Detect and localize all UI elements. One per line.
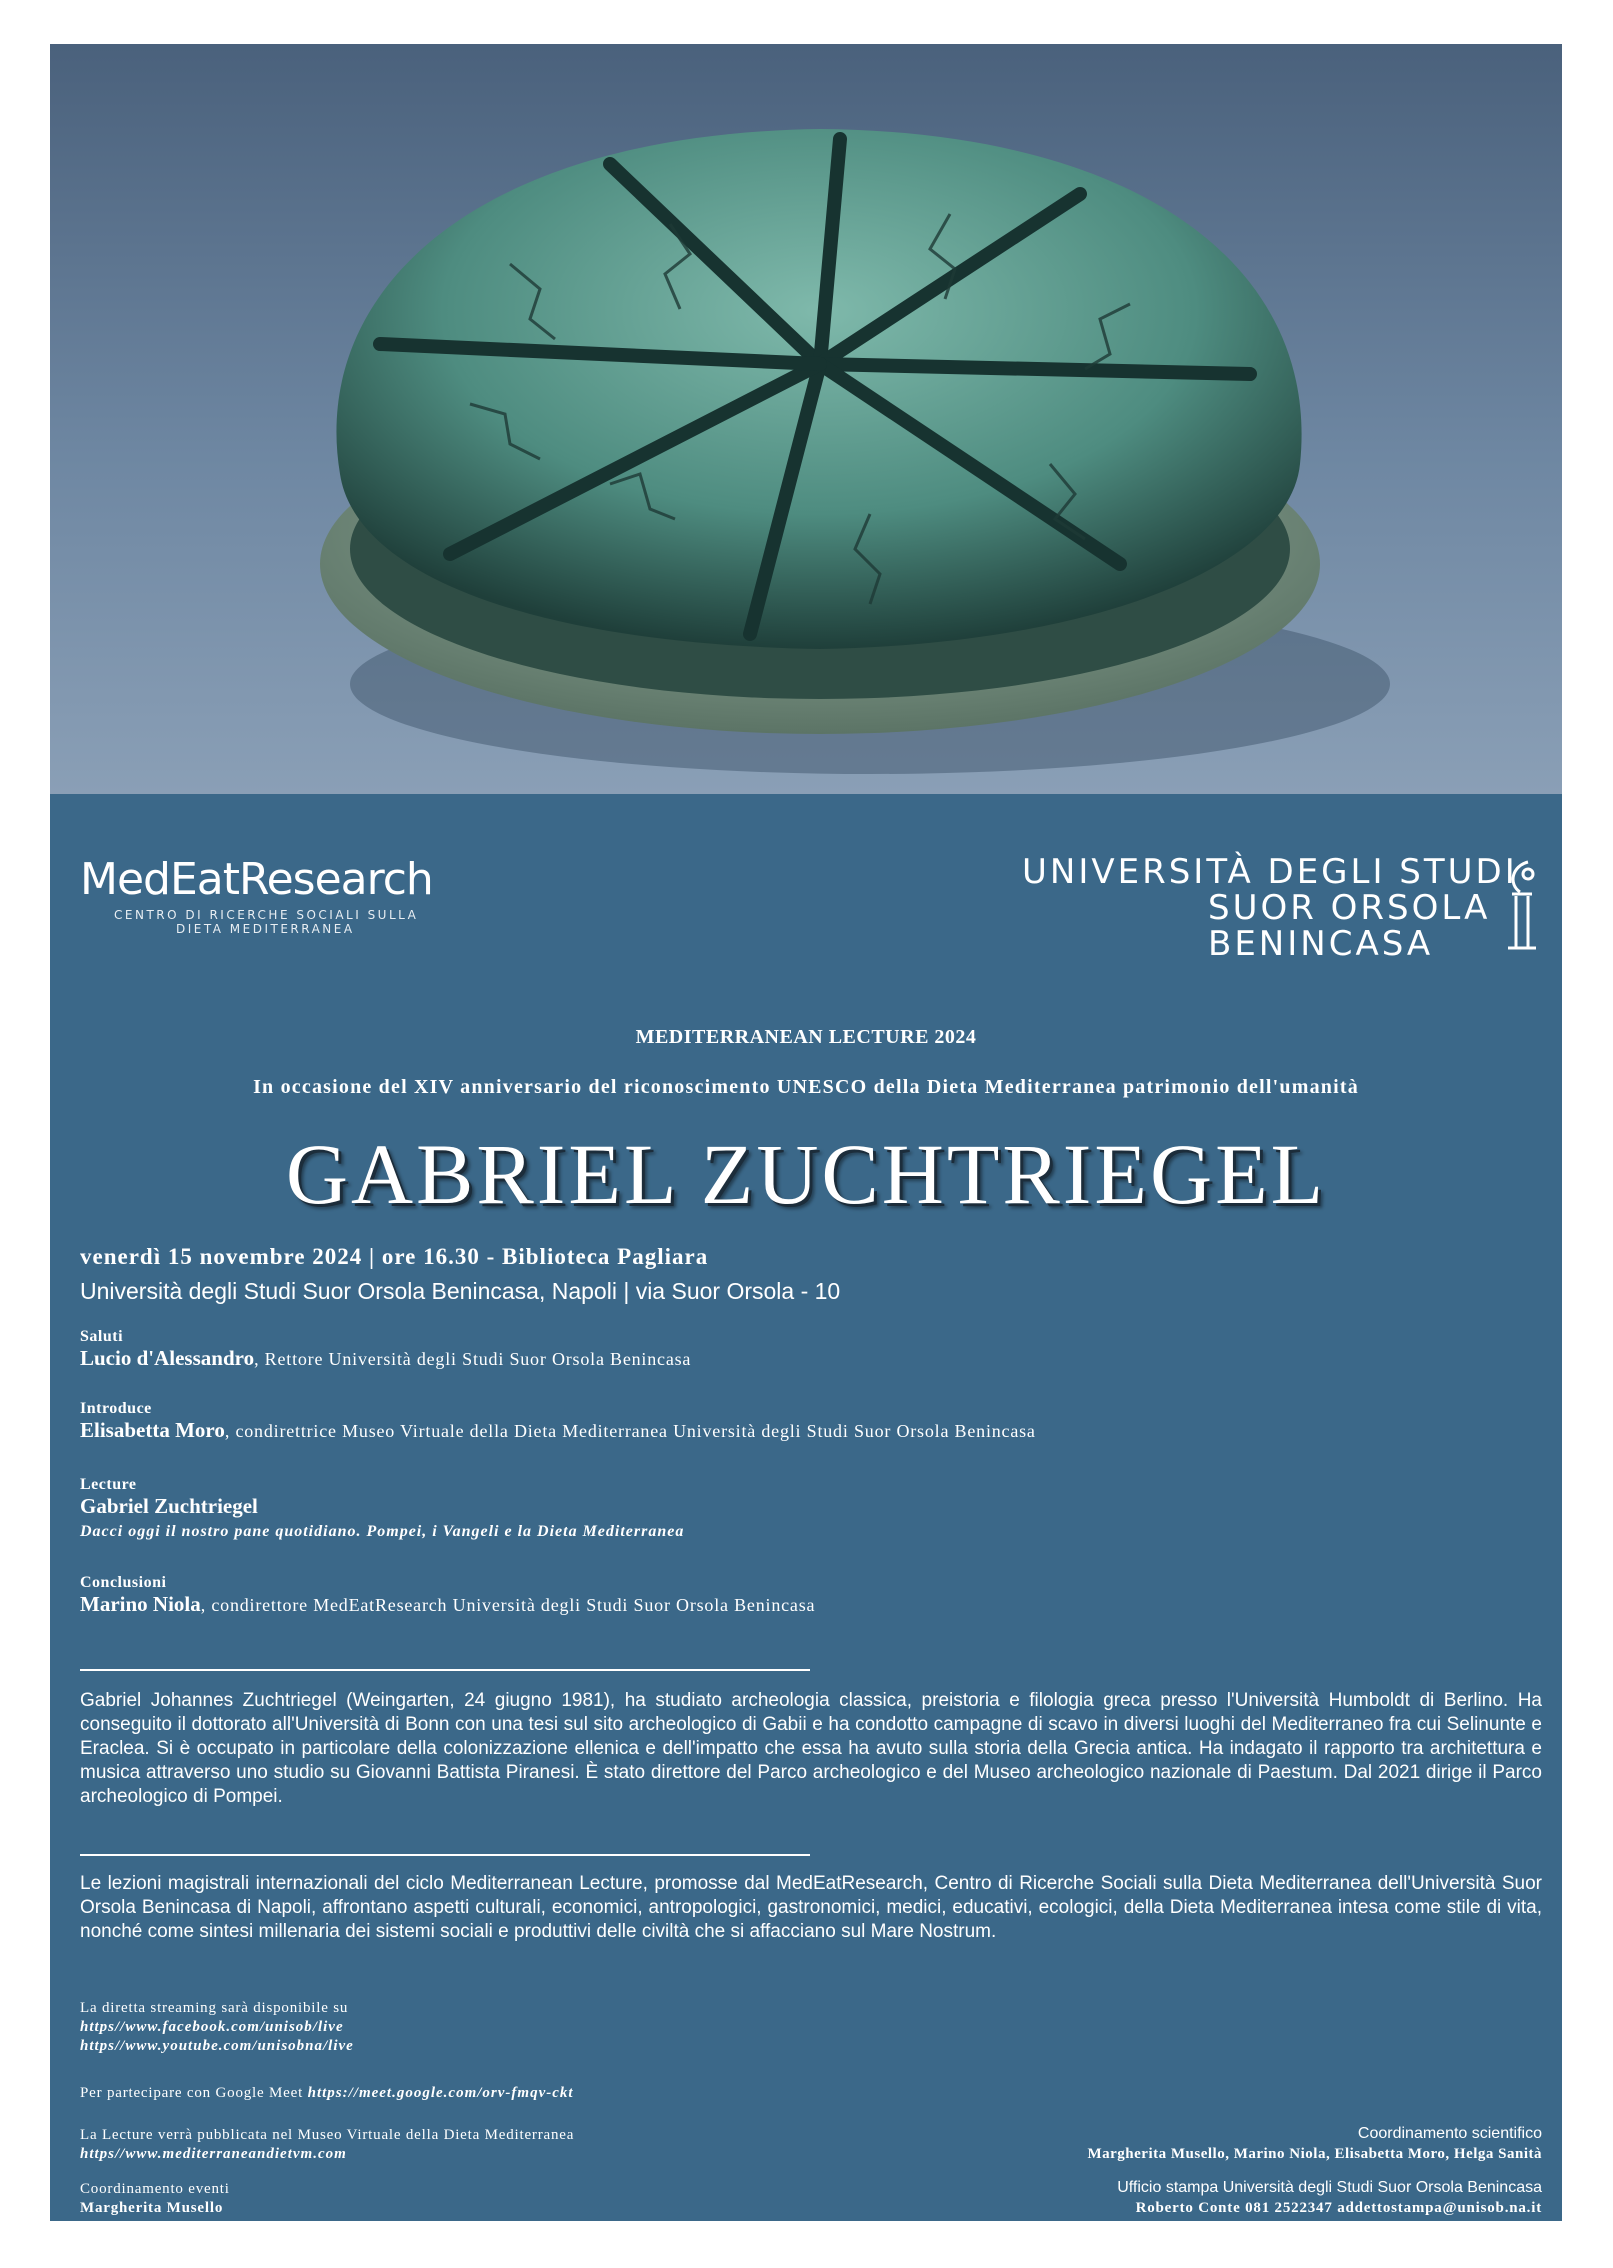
conclusioni-line xyxy=(80,1592,815,1617)
university-emblem-icon xyxy=(1498,856,1542,956)
press-office xyxy=(1117,2178,1542,2218)
google-meet-link[interactable]: https://meet.google.com/orv-fmqv-ckt xyxy=(307,2085,574,2101)
logo-left-subtitle xyxy=(80,908,433,936)
series-description: Le lezioni magistrali internazionali del ciclo Mediterranean Lecture, promosse dal MedEatResearch, Centro di Ricerche Sociali sulla Dieta Mediterranea dell'Università Suor Orsola Benincasa di Napoli, affrontano aspetti culturali, economici, antropologici, gastronomici, medici, educativi, ecologici, della Dieta Mediterranea intesa come stile di vita, nonché come sintesi millenaria dei sistemi sociali e produttivi delle civiltà che si affacciano sul Mare Nostrum. xyxy=(80,1873,1542,1942)
event-date: venerdì 15 novembre 2024 | ore 16.30 - Biblioteca Pagliara xyxy=(80,1244,709,1269)
conclusioni-name: Marino Niola xyxy=(80,1592,201,1616)
events-coordination xyxy=(80,2180,230,2218)
meet-line xyxy=(80,2084,574,2103)
press-office-contact: Roberto Conte 081 2522347 addettostampa@unisob.na.it xyxy=(1135,2200,1542,2216)
medeatresearch-logo xyxy=(80,856,433,936)
divider-1 xyxy=(80,1669,810,1671)
events-coordination-label: Coordinamento eventi xyxy=(80,2181,230,2197)
logo-left-subtitle-line1: CENTRO DI RICERCHE SOCIALI SULLA xyxy=(114,908,419,922)
university-logo-line3: BENINCASA xyxy=(1208,924,1434,964)
facebook-live-link[interactable]: https//www.facebook.com/unisob/live xyxy=(80,2019,344,2035)
saluti-role: , Rettore Università degli Studi Suor Orsola Benincasa xyxy=(254,1349,692,1369)
publication-label: La Lecture verrà pubblicata nel Museo Virtuale della Dieta Mediterranea xyxy=(80,2127,575,2143)
scientific-coordination xyxy=(1087,2124,1542,2164)
series-title: MEDITERRANEAN LECTURE 2024 xyxy=(635,1026,977,1048)
scientific-coordination-label: Coordinamento scientifico xyxy=(1357,2125,1542,2142)
scientific-coordination-names: Margherita Musello, Marino Niola, Elisabetta Moro, Helga Sanità xyxy=(1087,2146,1542,2162)
bread-photo xyxy=(50,44,1562,794)
lecture-label: Lecture xyxy=(80,1476,137,1493)
streaming-block xyxy=(80,1999,354,2056)
lecture-speaker: Gabriel Zuchtriegel xyxy=(80,1494,258,1518)
saluti-label: Saluti xyxy=(80,1328,124,1345)
meet-label: Per partecipare con Google Meet xyxy=(80,2085,308,2101)
logo-left-title: MedEatResearch xyxy=(80,854,433,905)
introduce-label: Introduce xyxy=(80,1400,152,1417)
youtube-live-link[interactable]: https//www.youtube.com/unisobna/live xyxy=(80,2038,354,2054)
saluti-name: Lucio d'Alessandro xyxy=(80,1346,255,1370)
poster xyxy=(50,44,1562,2221)
university-logo-line1: UNIVERSITÀ DEGLI STUDI xyxy=(1022,852,1518,892)
divider-2 xyxy=(80,1854,810,1856)
university-logo xyxy=(1022,854,1542,984)
speaker-bio: Gabriel Johannes Zuchtriegel (Weingarten, 24 giugno 1981), ha studiato archeologia classica, preistoria e filologia greca presso l'Università Humboldt di Berlino. Ha conseguito il dottorato all'Università di Bonn con una tesi sul sito archeologico di Gabii e ha condotto campagne di scavo in diversi luoghi del Mediterraneo fra cui Selinunte e Eraclea. Si è occupato in particolare della colonizzazione ellenica e dell'impatto che essa ha avuto sulla storia della Grecia antica. Ha indagato il rapporto tra architettura e musica attraverso uno studio su Giovanni Battista Piranesi. È stato direttore del Parco archeologico e del Museo archeologico nazionale di Paestum. Dal 2021 dirige il Parco archeologico di Pompei. xyxy=(80,1690,1542,1807)
program-conclusioni xyxy=(80,1574,815,1617)
conclusioni-role: , condirettore MedEatResearch Università degli Studi Suor Orsola Benincasa xyxy=(200,1595,816,1615)
publication-link[interactable]: https//www.mediterraneandietvm.com xyxy=(80,2146,347,2162)
logo-left-subtitle-line2: DIETA MEDITERRANEA xyxy=(176,922,355,936)
lecture-title: Dacci oggi il nostro pane quotidiano. Pompei, i Vangeli e la Dieta Mediterranea xyxy=(80,1523,685,1540)
program-introduce xyxy=(80,1400,1036,1443)
introduce-role: , condirettrice Museo Virtuale della Dieta Mediterranea Università degli Studi Suor Orsola Benincasa xyxy=(224,1421,1036,1441)
conclusioni-label: Conclusioni xyxy=(80,1574,167,1591)
introduce-line xyxy=(80,1418,1036,1443)
publication-block xyxy=(80,2126,574,2164)
saluti-line xyxy=(80,1346,691,1371)
event-place: Università degli Studi Suor Orsola Benincasa, Napoli | via Suor Orsola - 10 xyxy=(80,1278,841,1304)
events-coordination-name: Margherita Musello xyxy=(80,2200,224,2216)
introduce-name: Elisabetta Moro xyxy=(80,1418,225,1442)
university-logo-line2: SUOR ORSOLA xyxy=(1208,888,1491,928)
program-saluti xyxy=(80,1328,691,1371)
lecture-line xyxy=(80,1494,684,1519)
program-lecture xyxy=(80,1476,684,1541)
speaker-name: GABRIEL ZUCHTRIEGEL xyxy=(285,1126,1327,1222)
occasion-line: In occasione del XIV anniversario del riconoscimento UNESCO della Dieta Mediterranea patrimonio dell'umanità xyxy=(253,1076,1359,1098)
press-office-label: Ufficio stampa Università degli Studi Suor Orsola Benincasa xyxy=(1117,2179,1542,2196)
streaming-label: La diretta streaming sarà disponibile su xyxy=(80,2000,349,2016)
